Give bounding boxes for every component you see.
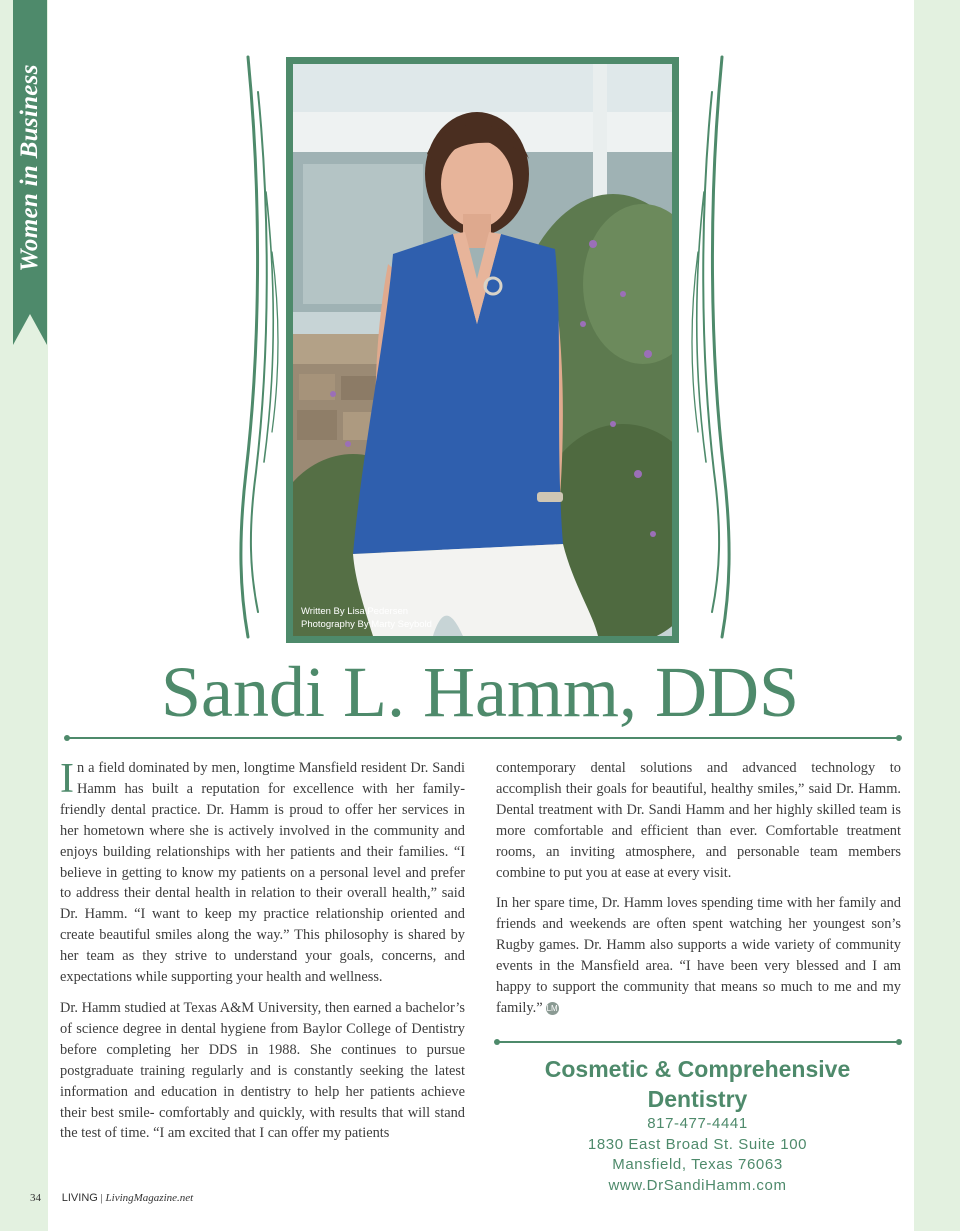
practice-tagline: Cosmetic & Comprehensive Dentistry <box>544 1056 851 1112</box>
contact-block <box>496 1054 899 1196</box>
article-paragraph: contemporary dental solutions and advanced technology to accomplish their goals for beautiful, healthy smiles,” said Dr. Hamm. Dental treatment with Dr. Sandi Hamm and her highly skilled team is more comfortable and efficient than ever. Comfortable treatment rooms, an inviting atmosphere, and personable team members combine to put you at ease at every visit. <box>496 760 901 881</box>
page-number: 34 <box>30 1192 41 1204</box>
photo-credits <box>301 606 432 631</box>
photographer-credit: Photography By Marty Seybold <box>301 618 432 630</box>
end-mark-logo: LM <box>546 1003 558 1013</box>
page-footer <box>30 1192 193 1204</box>
portrait-illustration <box>293 64 672 636</box>
article-paragraph <box>496 893 901 1018</box>
footer-website[interactable]: LivingMagazine.net <box>105 1192 194 1204</box>
footer-section-name: LIVING <box>61 1192 98 1204</box>
section-tab-label: Women in Business <box>16 64 43 272</box>
writer-credit: Written By Lisa Pedersen <box>301 606 409 617</box>
article-paragraph <box>60 758 465 988</box>
phone-number[interactable]: 817-477-4441 <box>647 1115 748 1132</box>
article-column-left <box>60 758 465 1154</box>
address-line-1: 1830 East Broad St. Suite 100 <box>587 1135 808 1153</box>
article-paragraph: Dr. Hamm studied at Texas A&M University, then earned a bachelor’s of science degree in dental hygiene from Baylor College of Dentistry before completing her DDS in 1988. She continues to pursue postgraduate training regularly and is constantly seeking the latest information and education in dentistry to help her patients achieve their best smile- comfortably and quickly, with results that will stand the test of time. “I am excited that I can offer my patients <box>60 999 465 1142</box>
website-link[interactable]: www.DrSandiHamm.com <box>608 1176 787 1194</box>
article-column-right <box>496 758 901 1029</box>
drop-cap: I <box>60 756 74 802</box>
left-ornament-swirl <box>226 52 286 642</box>
paragraph-text: n a field dominated by men, longtime Mansfield resident Dr. Sandi Hamm has built a reputation for excellence with her family-friendly dental practice. Dr. Hamm is proud to offer her services in her hometown where she is actively involved in the community and enjoys building relationships with her patients and their families. “I believe in getting to know my patients on a personal level and prefer to address their dental health in relation to their overall health,” said Dr. Hamm. “I want to keep my practice relationship oriented and create beautiful smiles along the way.” This philosophy is shared by her team as they strive to understand your goals, concerns, and expectations while supporting your health and wellness. <box>60 760 465 986</box>
right-margin-band <box>914 0 960 1231</box>
footer-separator: | <box>100 1192 103 1204</box>
right-ornament-swirl <box>684 52 744 642</box>
portrait-photo <box>293 64 672 636</box>
paragraph-text: In her spare time, Dr. Hamm loves spending time with her family and friends and weekends are often spent watching her youngest son’s Rugby games. Dr. Hamm also supports a wide variety of community events in the Mansfield area. “I have been very blessed and I am happy to support the community that means so much to me and my family.” <box>496 895 901 1016</box>
article-headline: Sandi L. Hamm, DDS <box>161 652 799 732</box>
address-line-2: Mansfield, Texas 76063 <box>612 1156 783 1173</box>
contact-divider <box>497 1041 899 1043</box>
headline-divider <box>67 737 899 739</box>
